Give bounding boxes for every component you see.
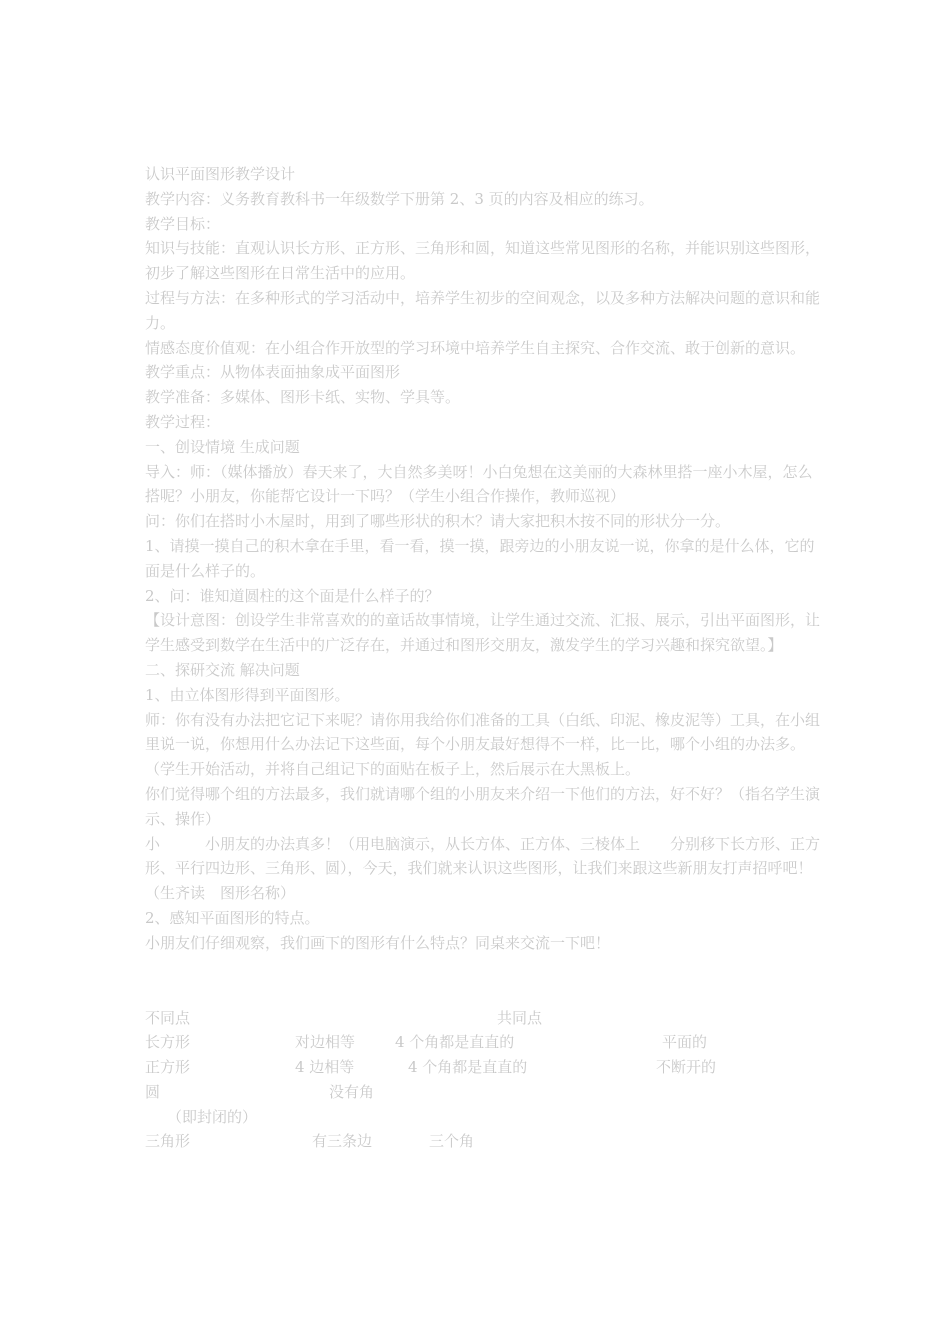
paragraph: 小朋友们仔细观察，我们画下的图形有什么特点？同桌来交流一下吧！	[145, 933, 611, 952]
shape-name: 三角形	[145, 1132, 191, 1151]
shape-name: 正方形	[145, 1058, 191, 1077]
paragraph: 1、请摸一摸自己的积木拿在手里，看一看，摸一摸，跟旁边的小朋友说一说，你拿的是什么体，它的面是什么样子的。	[145, 536, 815, 580]
table-row	[145, 1080, 820, 1105]
paragraph: 师：你有没有办法把它记下来呢？请你用我给你们准备的工具（白纸、印泥、橡皮泥等）工具，在小组里说一说，你想用什么办法记下这些面，每个小朋友最好想得不一样，比一比，哪个小组的办法多。（学生开始活动，并将自己组记下的面贴在板子上，然后展示在大黑板上。	[145, 710, 821, 779]
paragraph: 你们觉得哪个组的方法最多，我们就请哪个组的小朋友来介绍一下他们的方法，好不好？（指名学生演示、操作）	[145, 784, 821, 828]
shape-feature: 有三条边	[312, 1132, 373, 1151]
paragraph: 教学内容：义务教育教科书一年级数学下册第 2、3 页的内容及相应的练习。	[145, 189, 654, 208]
table-row	[145, 1055, 820, 1080]
shape-name: 长方形	[145, 1033, 191, 1052]
common-feature: 不断开的	[656, 1058, 717, 1077]
paragraph: 情感态度价值观：在小组合作开放型的学习环境中培养学生自主探究、合作交流、敢于创新的意识。	[145, 338, 806, 357]
table-header-row	[145, 1006, 820, 1031]
shape-feature: 对边相等	[295, 1033, 356, 1052]
doc-title: 认识平面图形教学设计	[145, 165, 296, 183]
spacer	[145, 956, 820, 1006]
shape-feature: 4 边相等	[295, 1058, 355, 1077]
header-common: 共同点	[497, 1008, 543, 1027]
paragraph: 问：你们在搭时小木屋时，用到了哪些形状的积木？请大家把积木按不同的形状分一分。	[145, 512, 731, 531]
shape-feature: 三个角	[429, 1132, 475, 1151]
paragraph: 小 小朋友的办法真多！（用电脑演示，从长方体、正方体、三棱体上 分别移下长方形、正方形、平行四边形、三角形、圆），今天，我们就来认识这些图形，让我们来跟这些新朋友打声招呼吧！（生齐读 图形名称）	[145, 834, 821, 903]
paragraph: 导入：师：（媒体播放）春天来了，大自然多美呀！小白兔想在这美丽的大森林里搭一座小木屋，怎么搭呢？小朋友，你能帮它设计一下吗？（学生小组合作操作，教师巡视）	[145, 462, 813, 506]
paragraph: 教学准备：多媒体、图形卡纸、实物、学具等。	[145, 388, 461, 407]
section-heading: 二、探研交流 解决问题	[145, 660, 300, 679]
paragraph: 2、感知平面图形的特点。	[145, 908, 320, 927]
paragraph: 教学目标：	[145, 214, 221, 233]
document-body	[145, 162, 820, 1154]
common-feature: （即封闭的）	[167, 1107, 258, 1126]
shape-feature: 4 个角都是直直的	[395, 1033, 515, 1052]
common-feature: 平面的	[662, 1033, 708, 1052]
table-row	[145, 1030, 820, 1055]
shape-name: 圆	[145, 1082, 161, 1101]
paragraph: 教学过程：	[145, 412, 221, 431]
paragraph: 过程与方法：在多种形式的学习活动中，培养学生初步的空间观念，以及多种方法解决问题的意识和能力。	[145, 288, 821, 332]
paragraph: 1、由立体图形得到平面图形。	[145, 685, 350, 704]
shape-feature: 没有角	[329, 1082, 375, 1101]
paragraph: 知识与技能：直观认识长方形、正方形、三角形和圆，知道这些常见图形的名称，并能识别这些图形，初步了解这些图形在日常生活中的应用。	[145, 239, 821, 283]
header-differences: 不同点	[145, 1008, 191, 1027]
paragraph: 2、问：谁知道圆柱的这个面是什么样子的？	[145, 586, 440, 605]
paragraph: 【设计意图：创设学生非常喜欢的的童话故事情境，让学生通过交流、汇报、展示，引出平面图形，让学生感受到数学在生活中的广泛存在，并通过和图形交朋友，激发学生的学习兴趣和探究欲望。】	[145, 611, 821, 655]
table-row	[145, 1129, 820, 1154]
table-row	[145, 1105, 820, 1130]
section-heading: 一、创设情境 生成问题	[145, 437, 300, 456]
paragraph: 教学重点：从物体表面抽象成平面图形	[145, 363, 401, 382]
shape-feature: 4 个角都是直直的	[408, 1058, 528, 1077]
